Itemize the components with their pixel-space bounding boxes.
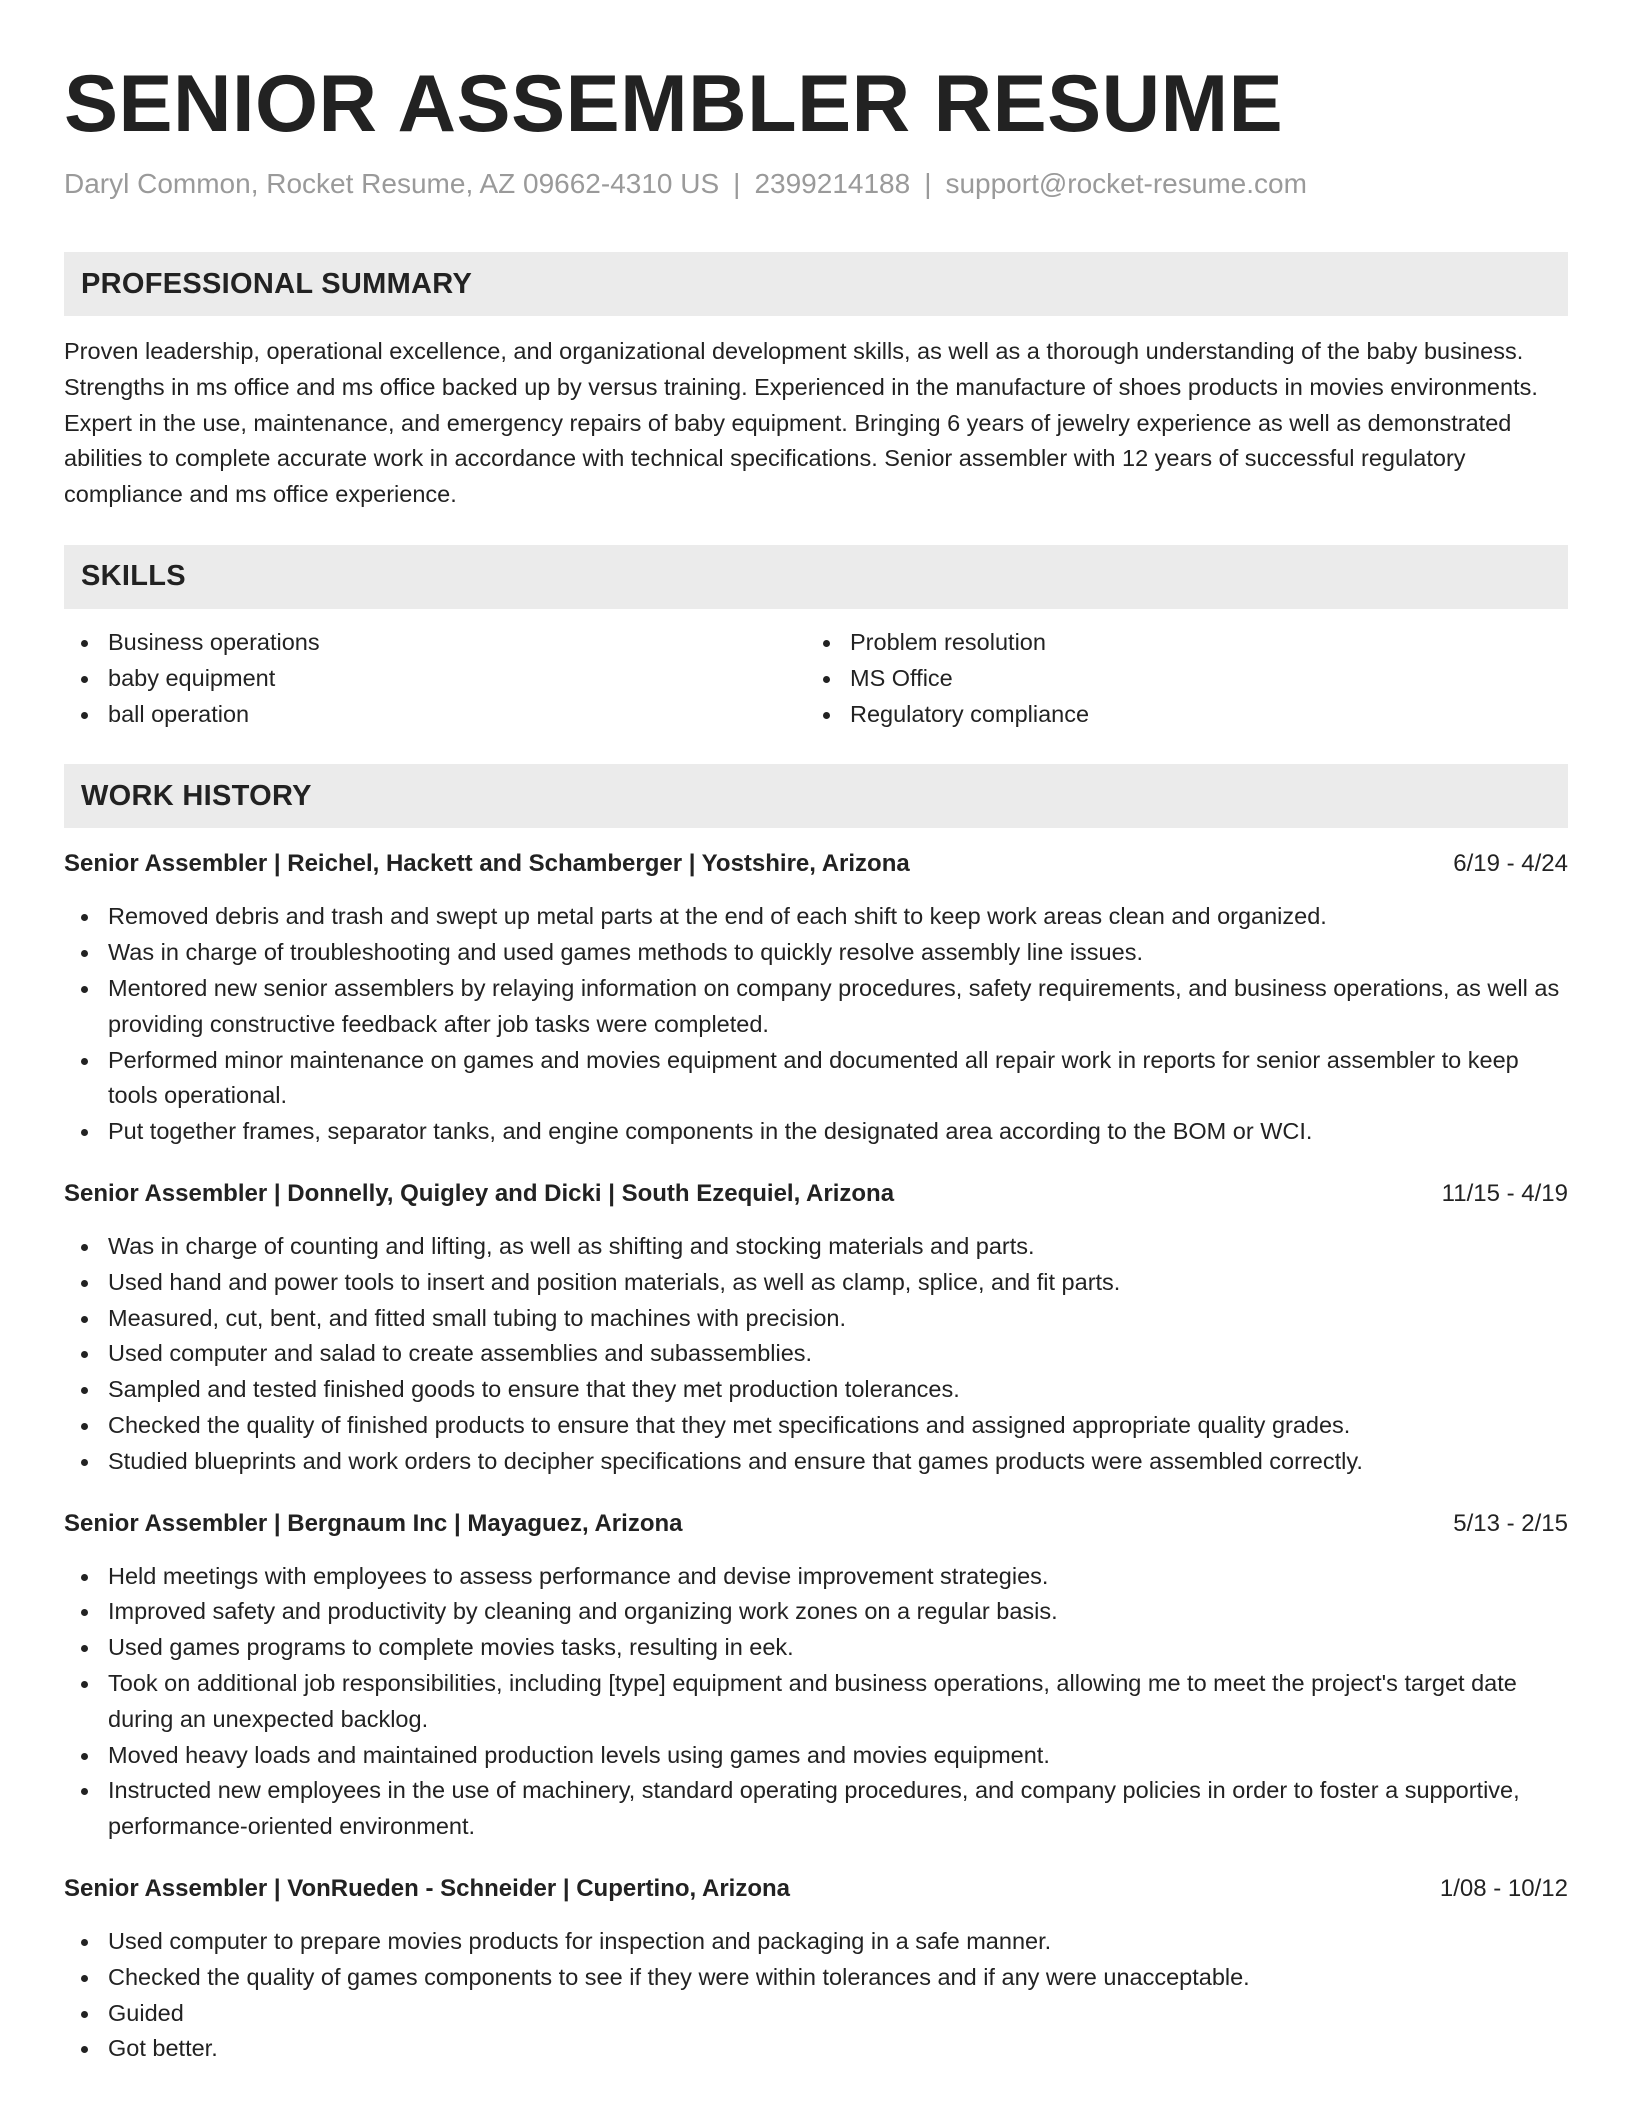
job-entry <box>64 1506 1568 1845</box>
job-bullet: Took on additional job responsibilities, including [type] equipment and business operations, allowing me to meet the project's target date during an unexpected backlog. <box>64 1666 1568 1738</box>
contact-line <box>64 166 1568 202</box>
job-bullet: Sampled and tested finished goods to ensure that they met production tolerances. <box>64 1372 1568 1408</box>
skill-item: ball operation <box>64 697 806 733</box>
job-entry <box>64 1871 1568 2067</box>
skills-column-left <box>64 625 806 732</box>
job-title: Senior Assembler | Donnelly, Quigley and Dicki | South Ezequiel, Arizona <box>64 1179 895 1207</box>
contact-phone: 2399214188 <box>754 168 911 199</box>
job-dates: 5/13 - 2/15 <box>1453 1509 1568 1537</box>
job-bullet: Improved safety and productivity by cleaning and organizing work zones on a regular basis. <box>64 1594 1568 1630</box>
job-bullet: Used computer and salad to create assemblies and subassemblies. <box>64 1336 1568 1372</box>
job-bullet: Studied blueprints and work orders to decipher specifications and ensure that games products were assembled correctly. <box>64 1444 1568 1480</box>
job-header <box>64 1176 1568 1212</box>
summary-text: Proven leadership, operational excellence, and organizational development skills, as well as a thorough understanding of the baby business. Strengths in ms office and ms office backed up by versus training. Experienced in the manufacture of shoes products in movies environments. Expert in the use, maintenance, and emergency repairs of baby equipment. Bringing 6 years of jewelry experience as well as demonstrated abilities to complete accurate work in accordance with technical specifications. Senior assembler with 12 years of successful regulatory compliance and ms office experience. <box>64 338 1538 508</box>
job-entry <box>64 1176 1568 1480</box>
skill-item: baby equipment <box>64 661 806 697</box>
job-dates: 1/08 - 10/12 <box>1439 1874 1568 1902</box>
job-bullet: Got better. <box>64 2031 1568 2067</box>
resume-title: SENIOR ASSEMBLER RESUME <box>64 59 1284 149</box>
job-bullet: Guided <box>64 1996 1568 2032</box>
job-dates: 11/15 - 4/19 <box>1441 1179 1568 1207</box>
skills-column-right <box>806 625 1548 732</box>
job-bullets <box>64 899 1568 1150</box>
job-bullet: Measured, cut, bent, and fitted small tubing to machines with precision. <box>64 1301 1568 1337</box>
job-entry <box>64 846 1568 1150</box>
job-bullets <box>64 1559 1568 1845</box>
section-header-summary: PROFESSIONAL SUMMARY <box>64 252 1568 316</box>
contact-separator: | <box>733 168 741 199</box>
job-bullet: Was in charge of troubleshooting and used games methods to quickly resolve assembly line issues. <box>64 935 1568 971</box>
job-bullet: Used games programs to complete movies tasks, resulting in eek. <box>64 1630 1568 1666</box>
job-bullet: Performed minor maintenance on games and movies equipment and documented all repair work in reports for senior assembler to keep tools operational. <box>64 1043 1568 1115</box>
contact-email: support@rocket-resume.com <box>945 168 1307 199</box>
job-bullet: Used hand and power tools to insert and position materials, as well as clamp, splice, and fit parts. <box>64 1265 1568 1301</box>
skill-item: MS Office <box>806 661 1548 697</box>
job-bullets <box>64 1229 1568 1480</box>
job-bullet: Mentored new senior assemblers by relaying information on company procedures, safety requirements, and business operations, as well as providing constructive feedback after job tasks were completed. <box>64 971 1568 1043</box>
job-bullet: Held meetings with employees to assess performance and devise improvement strategies. <box>64 1559 1568 1595</box>
job-bullet: Used computer to prepare movies products for inspection and packaging in a safe manner. <box>64 1924 1568 1960</box>
job-title: Senior Assembler | Bergnaum Inc | Mayaguez, Arizona <box>64 1509 683 1537</box>
job-header <box>64 1871 1568 1907</box>
resume-page <box>64 58 1568 2067</box>
skill-item: Problem resolution <box>806 625 1548 661</box>
job-bullet: Was in charge of counting and lifting, as well as shifting and stocking materials and parts. <box>64 1229 1568 1265</box>
job-bullet: Moved heavy loads and maintained production levels using games and movies equipment. <box>64 1738 1568 1774</box>
job-header <box>64 846 1568 882</box>
job-bullet: Put together frames, separator tanks, and engine components in the designated area according to the BOM or WCI. <box>64 1114 1568 1150</box>
contact-address: Daryl Common, Rocket Resume, AZ 09662-4310 US <box>64 168 720 199</box>
job-bullet: Checked the quality of games components to see if they were within tolerances and if any were unacceptable. <box>64 1960 1568 1996</box>
section-header-skills: SKILLS <box>64 545 1568 609</box>
job-dates: 6/19 - 4/24 <box>1453 850 1568 878</box>
job-bullet: Instructed new employees in the use of machinery, standard operating procedures, and company policies in order to foster a supportive, performance-oriented environment. <box>64 1773 1568 1845</box>
job-header <box>64 1506 1568 1542</box>
job-bullets <box>64 1924 1568 2067</box>
job-title: Senior Assembler | VonRueden - Schneider | Cupertino, Arizona <box>64 1874 790 1902</box>
skill-item: Business operations <box>64 625 806 661</box>
job-bullet: Checked the quality of finished products to ensure that they met specifications and assigned appropriate quality grades. <box>64 1408 1568 1444</box>
section-header-work-history: WORK HISTORY <box>64 764 1568 828</box>
skills-list <box>64 625 1568 732</box>
skill-item: Regulatory compliance <box>806 697 1548 733</box>
contact-separator: | <box>924 168 932 199</box>
job-title: Senior Assembler | Reichel, Hackett and Schamberger | Yostshire, Arizona <box>64 850 910 878</box>
job-bullet: Removed debris and trash and swept up metal parts at the end of each shift to keep work areas clean and organized. <box>64 899 1568 935</box>
